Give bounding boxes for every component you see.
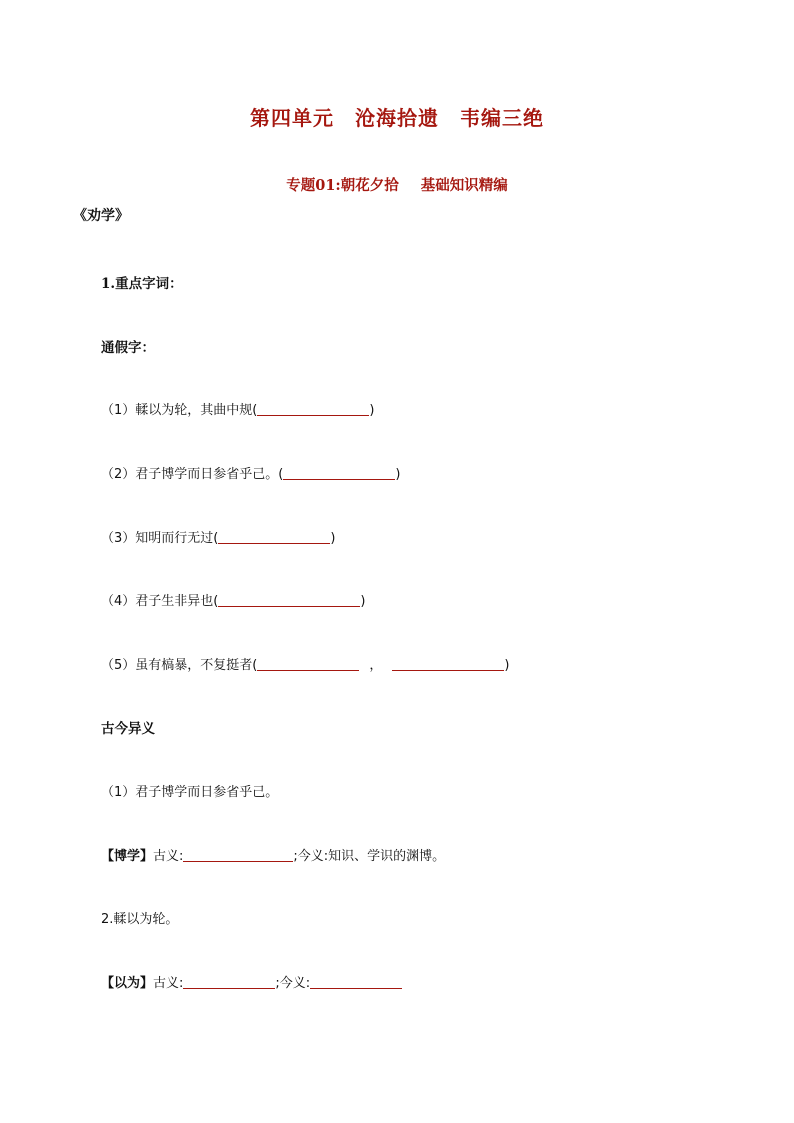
heading-gujin: 古今异义 [101,721,155,737]
sub-title-desc: 基础知识精编 [420,177,508,194]
tongjia-item-2: （2）君子博学而日参省乎己。( ) [101,467,401,482]
answer-blank[interactable] [257,658,359,671]
boxue-line: 【博学】古义: ;今义:知识、学识的渊博。 [101,849,446,864]
main-title: 第四单元 沧海拾遗 韦编三绝 [250,106,544,130]
answer-blank[interactable] [257,403,369,416]
answer-blank[interactable] [310,976,402,989]
section-title: 《劝学》 [73,208,129,224]
tongjia-item-4: （4）君子生非异也( ) [101,594,366,609]
answer-blank[interactable] [392,658,504,671]
yiwei-label: 【以为】 [101,976,154,991]
answer-blank[interactable] [218,531,330,544]
yiwei-line: 【以为】古义: ;今义: [101,972,402,991]
sub-title [0,174,794,195]
sub-title-topic: 专题01:朝花夕拾 [286,177,399,194]
answer-blank[interactable] [283,467,395,480]
gujin-item-2: 2.輮以为轮。 [101,912,179,927]
heading-tongjia: 通假字： [101,340,155,356]
tongjia-item-5: （5）虽有槁暴，不复挺者( ， ) [101,658,510,673]
answer-blank[interactable] [183,849,293,862]
gujin-item-1: （1）君子博学而日参省乎己。 [101,785,279,800]
tongjia-item-1: （1）輮以为轮，其曲中规( ) [101,403,375,418]
answer-blank[interactable] [183,976,275,989]
boxue-label: 【博学】 [101,849,154,864]
answer-blank[interactable] [218,594,360,607]
heading-key-words: 1.重点字词： [101,276,183,292]
tongjia-item-3: （3）知明而行无过( ) [101,531,336,546]
